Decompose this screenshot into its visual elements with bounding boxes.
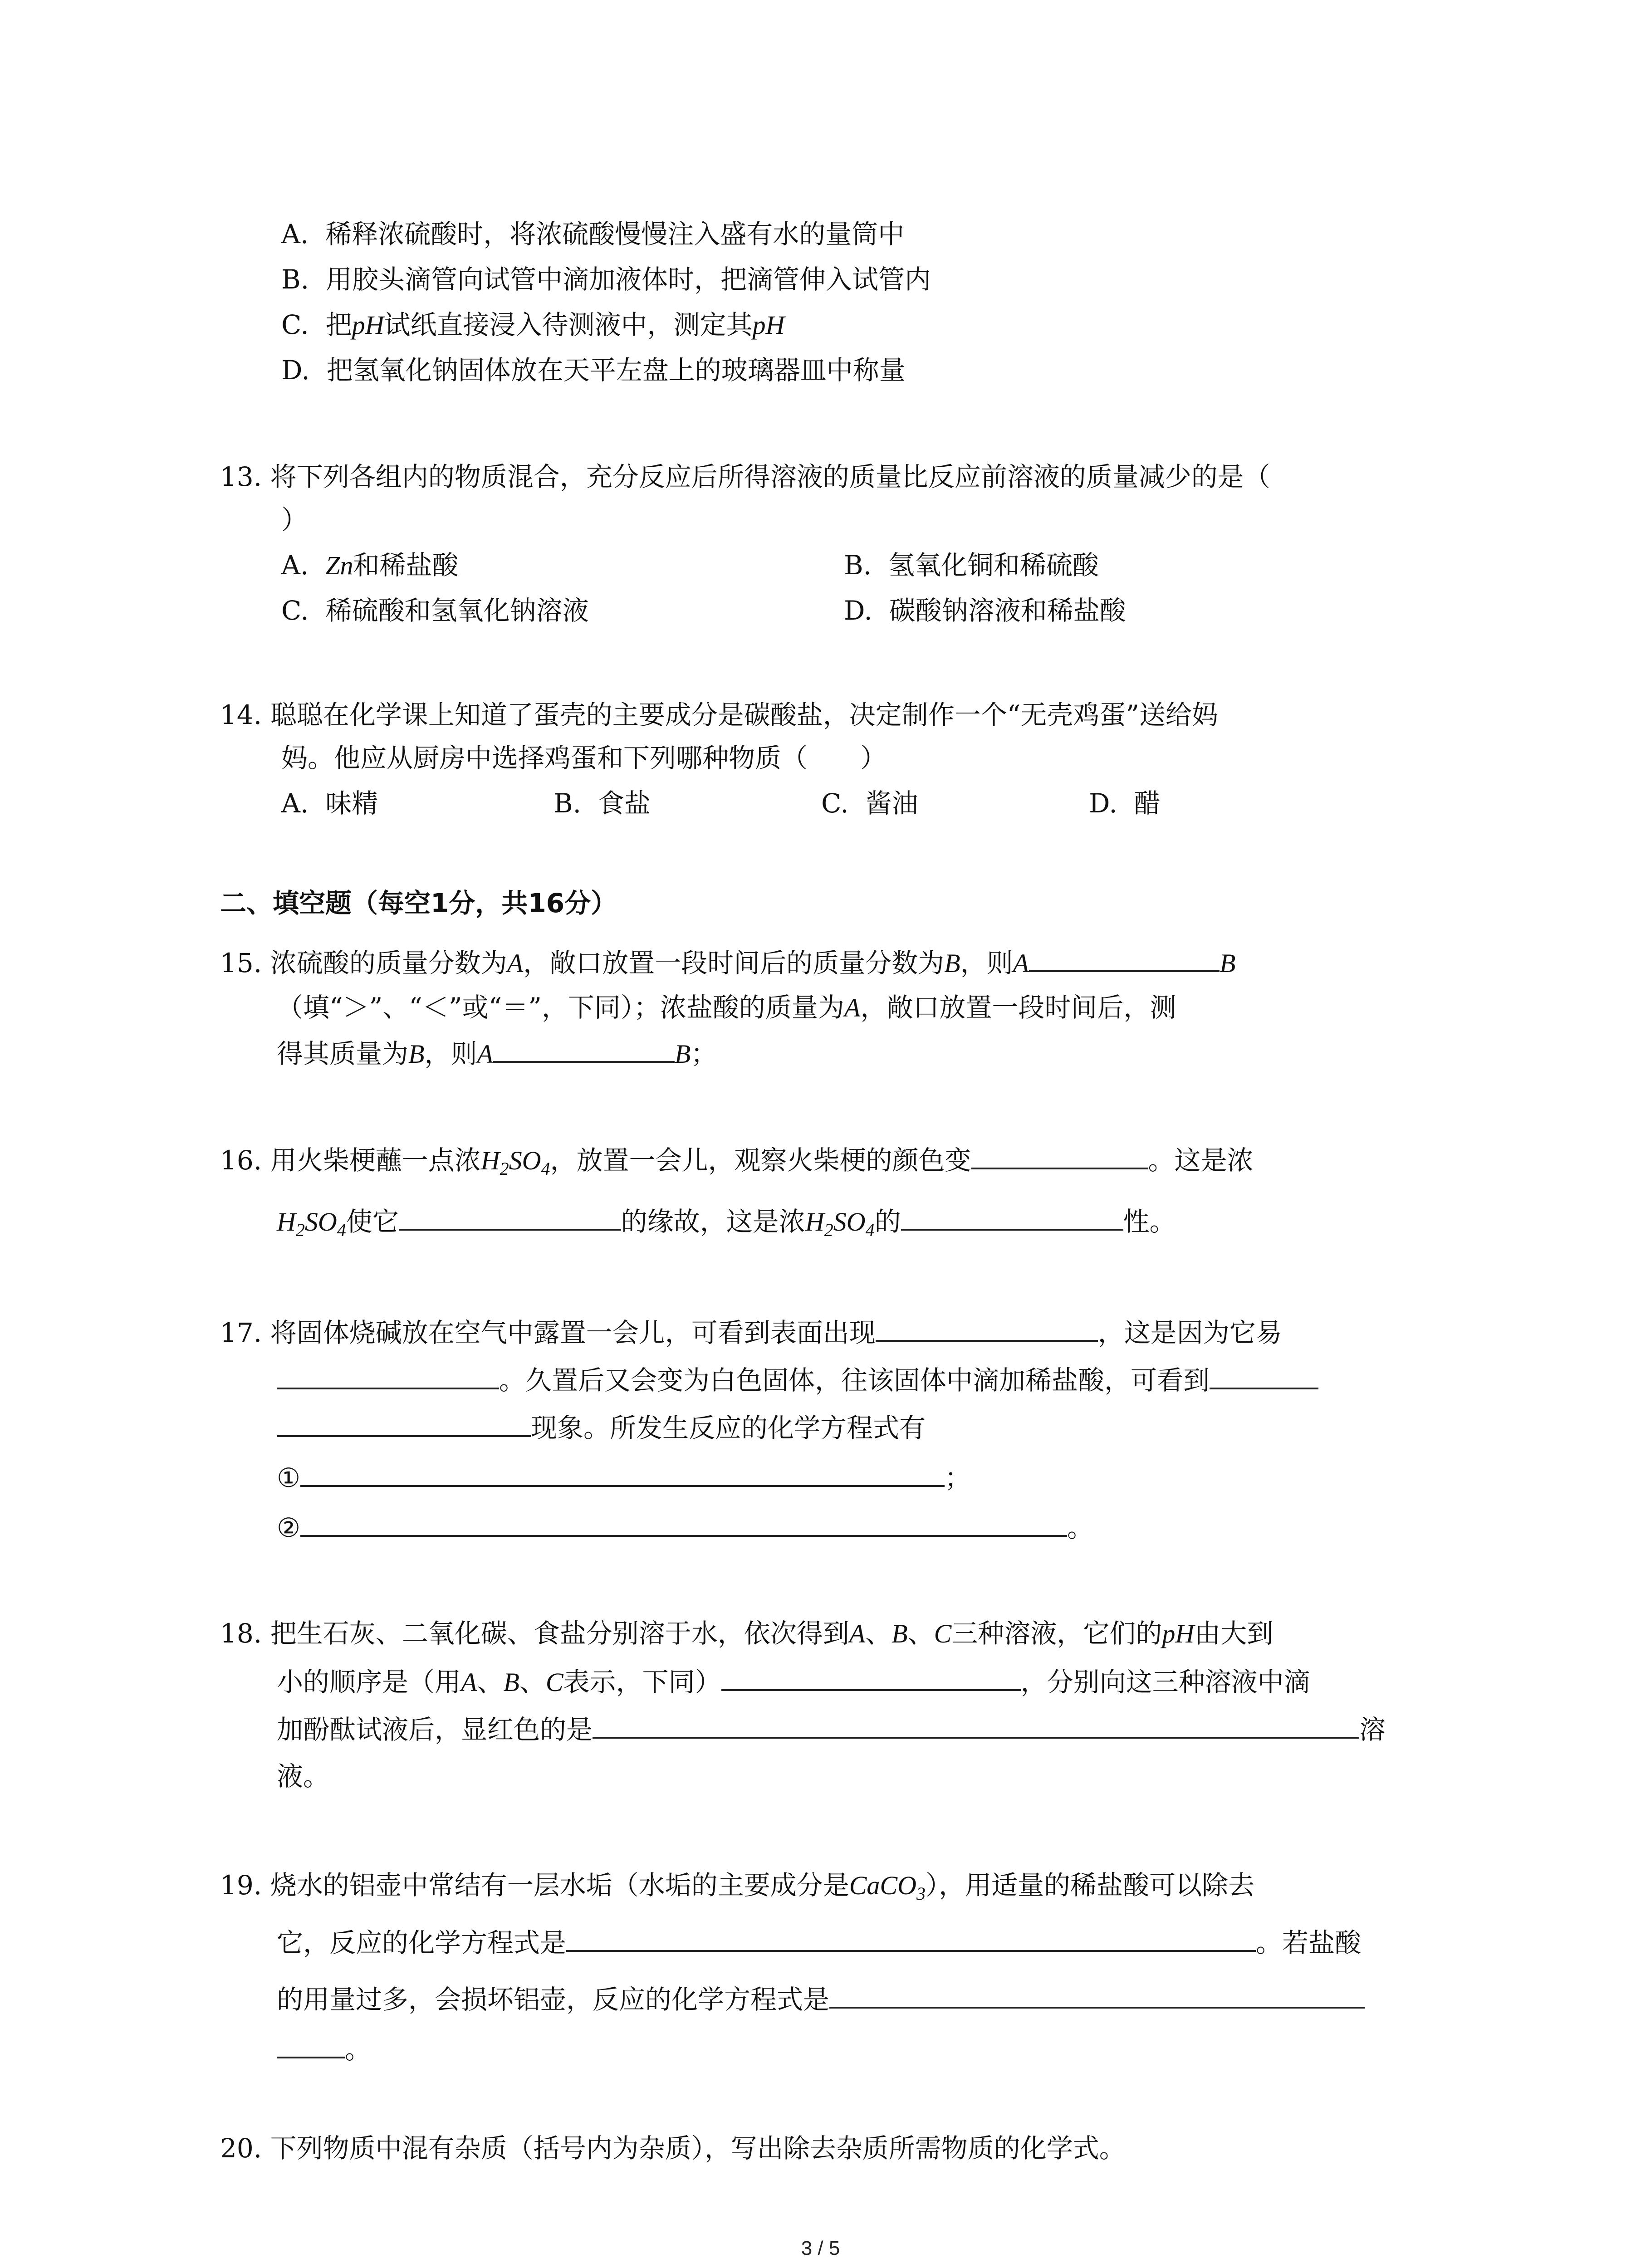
q14-option-a: A. 味精 <box>281 788 378 819</box>
blank[interactable] <box>300 1461 945 1487</box>
q17-line-3: 现象。所发生反应的化学方程式有 <box>277 1411 926 1444</box>
q18-line-2: 小的顺序是（用A、B、C表示，下同） ，分别向这三种溶液中滴 <box>277 1665 1310 1699</box>
q14-option-b: B. 食盐 <box>554 788 651 819</box>
blank[interactable] <box>1210 1363 1318 1389</box>
q19-line-1: 19. 烧水的铝壶中常结有一层水垢（水垢的主要成分是CaCO$_3$），用适量的稀盐酸可以除去 <box>220 1870 1254 1904</box>
blank[interactable] <box>593 1712 1359 1739</box>
q13-stem: 13. 将下列各组内的物质混合，充分反应后所得溶液的质量比反应前溶液的质量减少的是（ <box>220 461 1270 492</box>
q15-line-3: 得其质量为B，则A B； <box>277 1036 717 1070</box>
q12-option-b: B. 用胶头滴管向试管中滴加液体时，把滴管伸入试管内 <box>281 264 931 295</box>
blank[interactable] <box>277 1363 499 1389</box>
q16-line-2: $H_2SO_4$使它 的缘故，这是浓$H_2SO_4$的 性。 <box>277 1204 1176 1238</box>
q13-option-c: C. 稀硫酸和氢氧化钠溶液 <box>281 595 589 626</box>
blank[interactable] <box>399 1204 621 1231</box>
q13-option-a: A. Zn和稀盐酸 <box>281 550 459 581</box>
q14-option-d: D. 醋 <box>1089 788 1161 819</box>
q14-option-c: C. 酱油 <box>821 788 918 819</box>
q14-stem-cont: 妈。他应从厨房中选择鸡蛋和下列哪种物质（ ） <box>281 743 887 773</box>
q19-line-2: 它，反应的化学方程式是 。若盐酸 <box>277 1926 1361 1959</box>
q12-option-d: D. 把氢氧化钠固体放在天平左盘上的玻璃器皿中称量 <box>281 355 906 386</box>
blank[interactable] <box>721 1665 1021 1691</box>
q12-option-a: A. 稀释浓硫酸时，将浓硫酸慢慢注入盛有水的量筒中 <box>281 219 905 249</box>
page-number: 3 / 5 <box>801 2237 840 2259</box>
q13-option-b: B. 氢氧化铜和稀硫酸 <box>844 550 1099 581</box>
q16-line-1: 16. 用火柴梗蘸一点浓$H_2SO_4$，放置一会儿，观察火柴梗的颜色变 。这是浓 <box>220 1143 1254 1177</box>
q12-option-c: C. 把pH试纸直接浸入待测液中，测定其pH <box>281 309 785 340</box>
q17-line-1: 17. 将固体烧碱放在空气中露置一会儿，可看到表面出现 ，这是因为它易 <box>220 1315 1282 1349</box>
q17-line-2: 。久置后又会变为白色固体，往该固体中滴加稀盐酸，可看到 <box>277 1363 1318 1397</box>
blank[interactable] <box>566 1926 1256 1952</box>
q20-stem: 20. 下列物质中混有杂质（括号内为杂质），写出除去杂质所需物质的化学式。 <box>220 2133 1126 2164</box>
q18-line-4: 液。 <box>277 1761 330 1792</box>
section-title: 二、填空题（每空1分，共16分） <box>220 888 617 919</box>
blank[interactable] <box>1029 946 1220 972</box>
blank[interactable] <box>876 1315 1098 1342</box>
blank[interactable] <box>971 1143 1148 1169</box>
q17-equation-1: ① ； <box>277 1461 971 1494</box>
q13-stem-cont: ） <box>281 504 308 535</box>
blank[interactable] <box>277 2032 345 2058</box>
blank[interactable] <box>300 1510 1067 1537</box>
q15-line-2: （填“＞”、“＜”或“＝”，下同）；浓盐酸的质量为A，敞口放置一段时间后，测 <box>277 992 1176 1023</box>
q19-line-4: 。 <box>277 2032 371 2066</box>
blank[interactable] <box>829 1982 1365 2009</box>
q18-line-3: 加酚酞试液后，显红色的是 溶 <box>277 1712 1386 1746</box>
q14-stem: 14. 聪聪在化学课上知道了蛋壳的主要成分是碳酸盐，决定制作一个“无壳鸡蛋”送给妈 <box>220 699 1218 730</box>
blank[interactable] <box>901 1204 1123 1231</box>
blank[interactable] <box>277 1411 531 1437</box>
q13-option-d: D. 碳酸钠溶液和稀盐酸 <box>844 595 1126 626</box>
blank[interactable] <box>493 1036 675 1063</box>
q15-line-1: 15. 浓硫酸的质量分数为A，敞口放置一段时间后的质量分数为B，则A B <box>220 946 1235 980</box>
q17-equation-2: ② 。 <box>277 1510 1093 1544</box>
q19-line-3: 的用量过多，会损坏铝壶，反应的化学方程式是 <box>277 1982 1365 2016</box>
q18-line-1: 18. 把生石灰、二氧化碳、食盐分别溶于水，依次得到A、B、C三种溶液，它们的pH由大到 <box>220 1618 1274 1649</box>
